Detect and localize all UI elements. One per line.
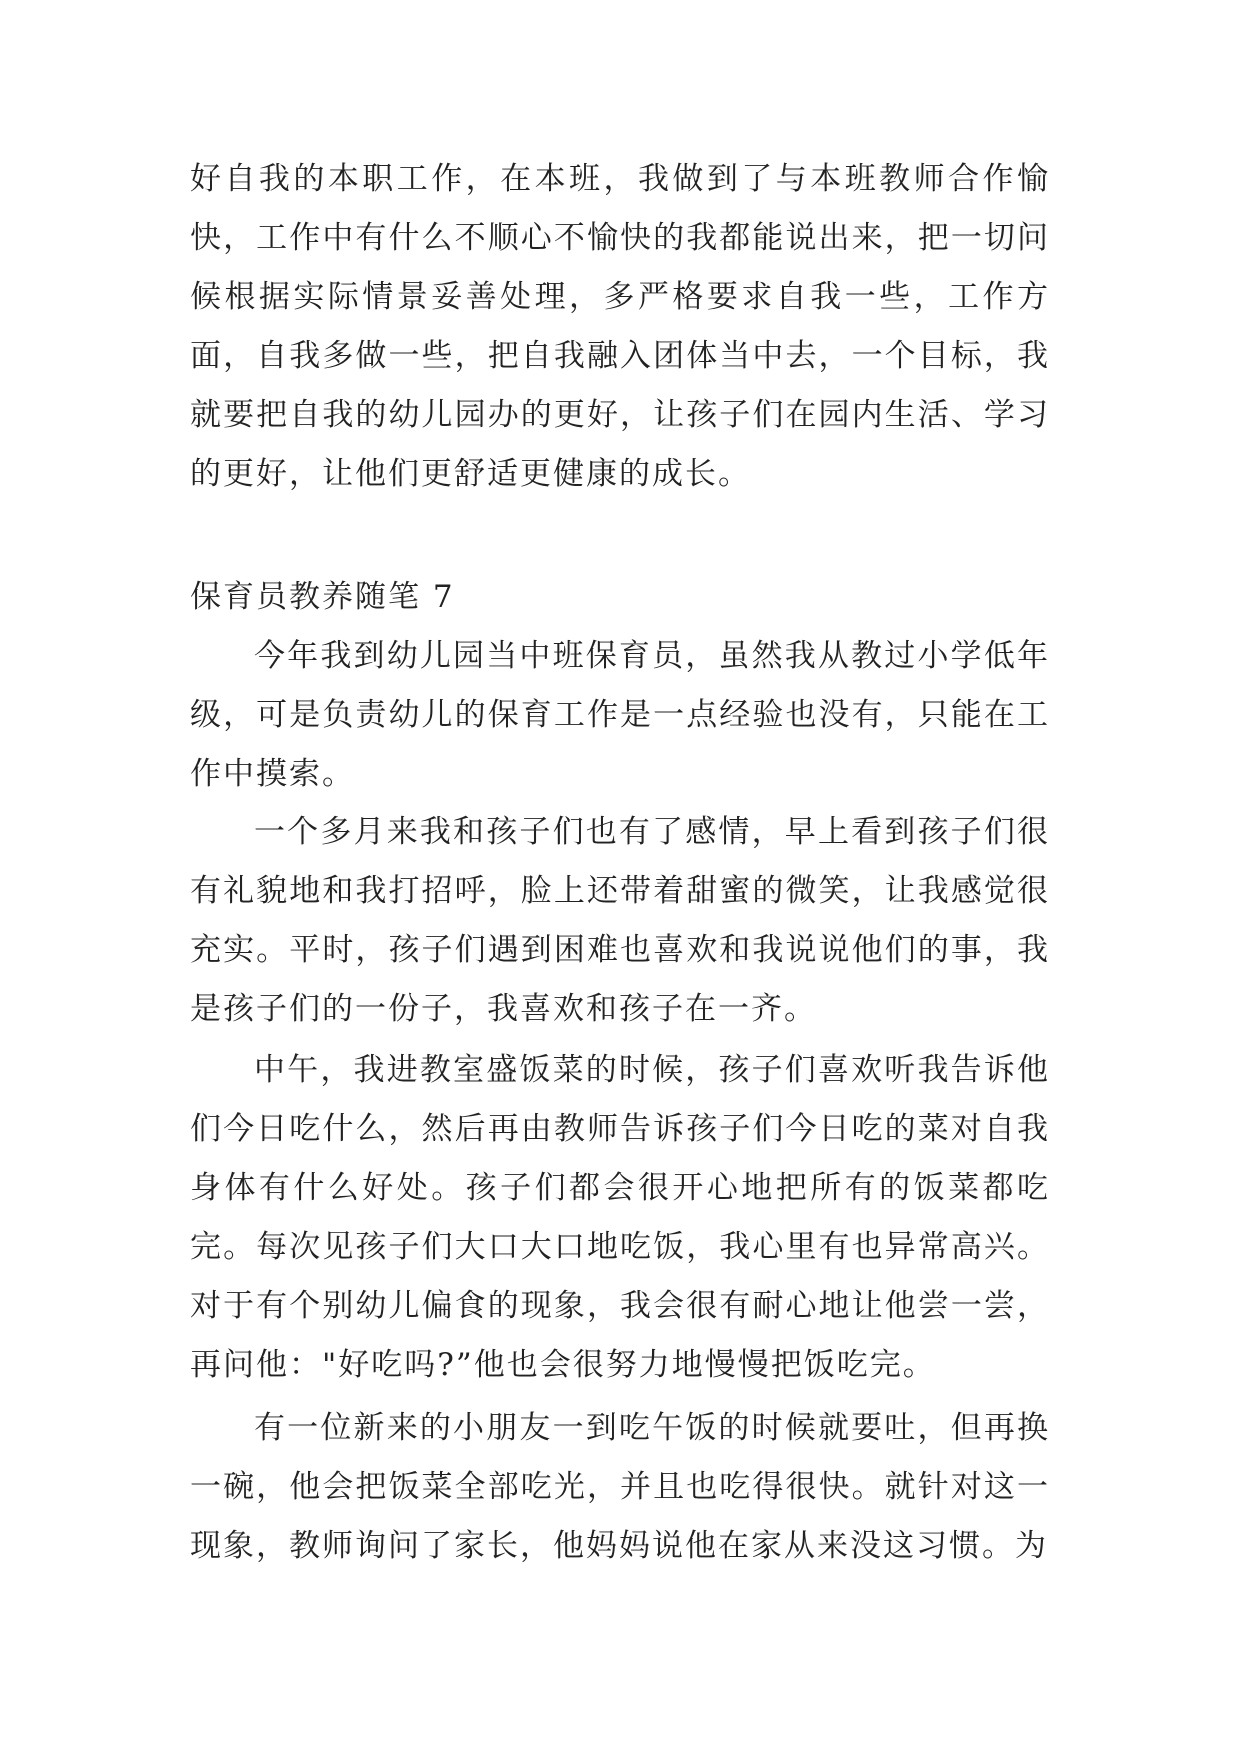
section-title: 保育员教养随笔 7: [190, 579, 455, 615]
paragraph-3: 中午，我进教室盛饭菜的时候，孩子们喜欢听我告诉他们今日吃什么，然后再由教师告诉孩子们今日吃的菜对自我身体有什么好处。孩子们都会很开心地把所有的饭菜都吃完。每次见孩子们大口大口地吃饭，我心里有也异常高兴。对于有个别幼儿偏食的现象，我会很有耐心地让他尝一尝，再问他："好吃吗?”他也会很努力地慢慢把饭吃完。: [190, 1052, 1050, 1383]
paragraph-4: 有一位新来的小朋友一到吃午饭的时候就要吐，但再换一碗，他会把饭菜全部吃光，并且也吃得很快。就针对这一现象，教师询问了家长，他妈妈说他在家从来没这习惯。为: [190, 1410, 1050, 1564]
paragraph-1: 今年我到幼儿园当中班保育员，虽然我从教过小学低年级，可是负责幼儿的保育工作是一点经验也没有，只能在工作中摸索。: [190, 638, 1050, 792]
paragraph-2: 一个多月来我和孩子们也有了感情，早上看到孩子们很有礼貌地和我打招呼，脸上还带着甜蜜的微笑，让我感觉很充实。平时，孩子们遇到困难也喜欢和我说说他们的事，我是孩子们的一份子，我喜欢和孩子在一齐。: [190, 814, 1050, 1027]
continuation-paragraph: 好自我的本职工作，在本班，我做到了与本班教师合作愉快，工作中有什么不顺心不愉快的我都能说出来，把一切问候根据实际情景妥善处理，多严格要求自我一些，工作方面，自我多做一些，把自我融入团体当中去，一个目标，我就要把自我的幼儿园办的更好，让孩子们在园内生活、学习的更好，让他们更舒适更健康的成长。: [190, 161, 1050, 492]
